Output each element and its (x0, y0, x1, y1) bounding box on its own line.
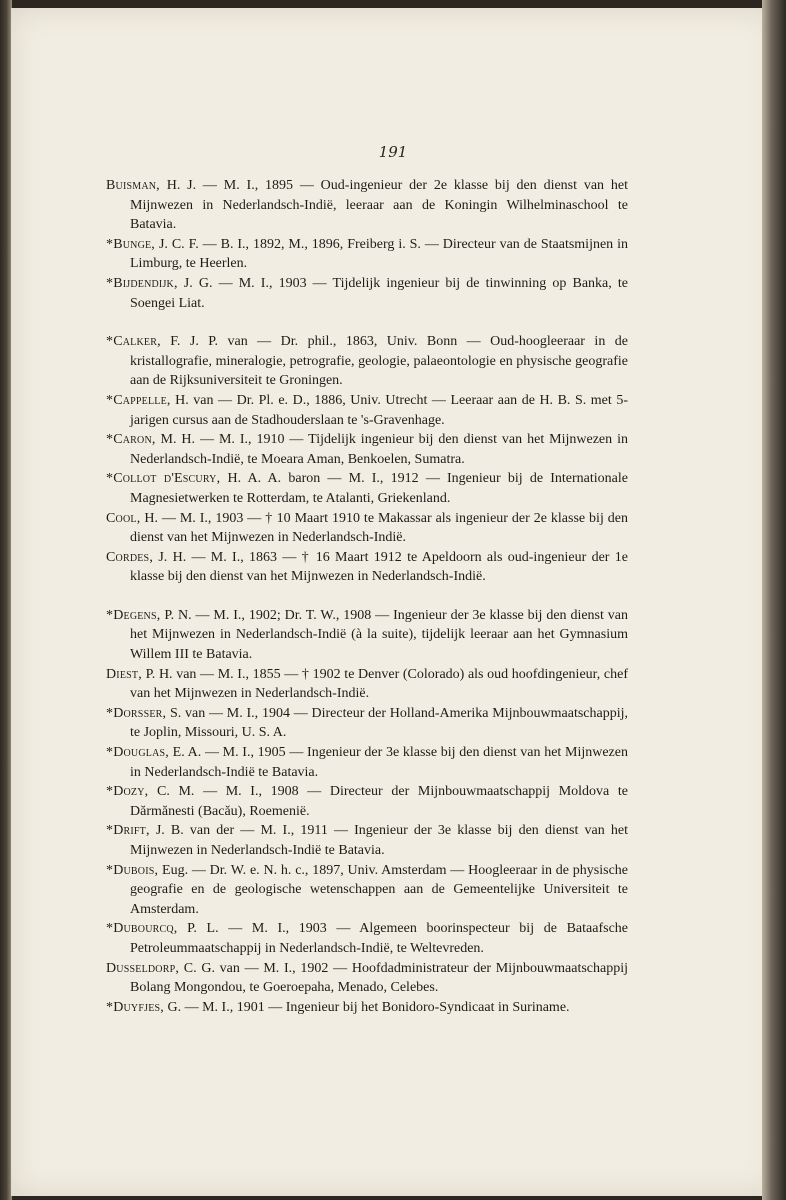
entry-text: P. N. — M. I., 1902; Dr. T. W., 1908 — Ingenieur der 3e klasse bij den dienst van het Mijnwezen in Nederlandsch-Indië (à la suite), tijdelijk leeraar aan het Gymnasium Willem III te Batavia. (130, 607, 628, 663)
entry-name: *Dubois, (106, 862, 159, 878)
entry-buisman (106, 176, 628, 235)
entry-name: *Bunge, (106, 236, 156, 252)
entry-name: *Caron, (106, 432, 156, 448)
register-entries (106, 176, 628, 1017)
entry-name: *Dozy, (106, 784, 149, 800)
entry-diest (106, 665, 628, 704)
entry-name: Dusseldorp, (106, 960, 180, 976)
entry-text: J. C. F. — B. I., 1892, M., 1896, Freiberg i. S. — Directeur van de Staatsmijnen in Limburg, te Heerlen. (130, 236, 628, 272)
entry-name: *Degens, (106, 607, 161, 623)
entry-text: J. B. van der — M. I., 1911 — Ingenieur der 3e klasse bij den dienst van het Mijnwezen in Nederlandsch-Indië te Batavia. (130, 823, 628, 858)
entry-name: *Dubourcq, (106, 921, 178, 937)
entry-collot-descury (106, 469, 628, 508)
entry-text: H. van — Dr. Pl. e. D., 1886, Univ. Utrecht — Leeraar aan de H. B. S. met 5-jarigen cursus aan de Stadhouderslaan te 's-Gravenhage. (130, 392, 628, 428)
entry-name: *Calker, (106, 334, 161, 350)
entry-dozy (106, 782, 628, 821)
entry-degens (106, 606, 628, 665)
entry-name: *Duyfjes, (106, 999, 164, 1015)
page-edge-shadow (762, 0, 786, 1200)
entry-text: P. H. van — M. I., 1855 — † 1902 te Denver (Colorado) als oud hoofdingenieur, chef van het Mijnwezen in Nederlandsch-Indië. (130, 666, 628, 702)
entry-cool (106, 509, 628, 548)
entry-name: Buisman, (106, 178, 160, 193)
entry-duyfjes (106, 998, 628, 1018)
entry-text: H. J. — M. I., 1895 — Oud-ingenieur der 2e klasse bij den dienst van het Mijnwezen in Nederlandsch-Indië, leeraar aan de Koningin Wilhelminaschool te Batavia. (130, 178, 628, 233)
page-number: 191 (378, 143, 408, 161)
entry-dubourcq (106, 919, 628, 958)
entry-name: *Douglas, (106, 745, 169, 761)
entry-text: S. van — M. I., 1904 — Directeur der Holland-Amerika Mijnbouwmaatschappij, te Joplin, Missouri, U. S. A. (130, 705, 628, 741)
entry-cordes (106, 548, 628, 587)
entry-douglas (106, 743, 628, 782)
entry-name: Cool, (106, 510, 141, 526)
entry-text: M. H. — M. I., 1910 — Tijdelijk ingenieur bij den dienst van het Mijnwezen in Nederlandsch-Indië, te Moeara Aman, Benkoelen, Sumatra. (130, 432, 628, 467)
entry-bijdendijk (106, 274, 628, 313)
entry-text: Eug. — Dr. W. e. N. h. c., 1897, Univ. Amsterdam — Hoogleeraar in de physische geografie en de geologische wetenschappen aan de Gemeentelijke Universiteit te Amsterdam. (130, 862, 628, 917)
entry-calker (106, 332, 628, 391)
entry-name: *Bijdendijk, (106, 275, 178, 291)
entry-text: J. H. — M. I., 1863 — † 16 Maart 1912 te Apeldoorn als oud-ingenieur der 1e klasse bij den dienst van het Mijnwezen in Nederlandsch-Indië. (130, 549, 628, 585)
entry-dusseldorp (106, 959, 628, 998)
entry-text: C. G. van — M. I., 1902 — Hoofdadministrateur der Mijnbouwmaatschappij Bolang Mongondou, te Goeroepaha, Menado, Celebes. (130, 960, 628, 996)
entry-text: C. M. — M. I., 1908 — Directeur der Mijnbouwmaatschappij Moldova te Dărmănesti (Bacău), Roemenië. (130, 784, 628, 819)
entry-text: H. — M. I., 1903 — † 10 Maart 1910 te Makassar als ingenieur der 2e klasse bij den dienst van het Mijnwezen in Nederlandsch-Indië. (130, 510, 628, 546)
entry-text: F. J. P. van — Dr. phil., 1863, Univ. Bonn — Oud-hoogleeraar in de kristallografie, mineralogie, petrografie, geologie, palaeontologie en physische geografie aan de Rijksuniversiteit te Groningen. (130, 334, 628, 389)
entry-text: G. — M. I., 1901 — Ingenieur bij het Bonidoro-Syndicaat in Suriname. (163, 999, 570, 1015)
entry-dubois (106, 861, 628, 920)
entry-drift (106, 821, 628, 860)
entry-name: Cordes, (106, 549, 154, 565)
entry-name: *Collot d'Escury, (106, 471, 221, 487)
entry-text: E. A. — M. I., 1905 — Ingenieur der 3e klasse bij den dienst van het Mijnwezen in Nederlandsch-Indië te Batavia. (130, 745, 628, 780)
entry-name: *Drift, (106, 823, 150, 839)
entry-text: J. G. — M. I., 1903 — Tijdelijk ingenieur bij de tinwinning op Banka, te Soengei Liat. (130, 275, 628, 311)
entry-name: Diest, (106, 666, 142, 682)
entry-cappelle (106, 391, 628, 430)
entry-dorsser (106, 704, 628, 743)
entry-text: H. A. A. baron — M. I., 1912 — Ingenieur bij de Internationale Magnesietwerken te Rotterdam, te Atalanti, Griekenland. (130, 471, 628, 506)
entry-name: *Cappelle, (106, 392, 171, 408)
entry-caron (106, 430, 628, 469)
entry-text: P. L. — M. I., 1903 — Algemeen boorinspecteur bij de Bataafsche Petroleummaatschappij in Nederlandsch-Indië, te Weltevreden. (130, 921, 628, 956)
entry-bunge (106, 235, 628, 274)
entry-name: *Dorsser, (106, 705, 167, 721)
